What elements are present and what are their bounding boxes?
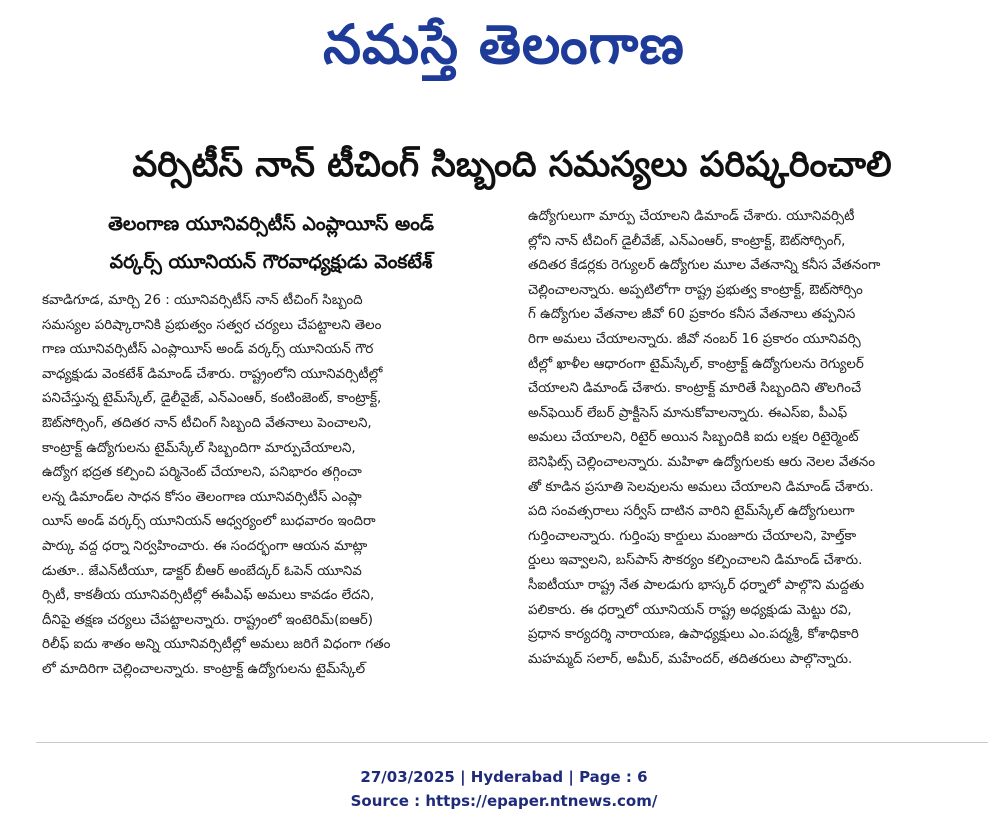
article-text-line: పది సంవత్సరాలు సర్వీస్ దాటిన వారిని టైమ్‌స్కేల్ ఉద్యోగులుగా	[528, 504, 855, 520]
subheading-line: తెలంగాణ యూనివర్సిటీస్ ఎంప్లాయీస్ అండ్	[108, 213, 434, 235]
subheading-line: వర్కర్స్ యూనియన్ గౌరవాధ్యక్షుడు వెంకటేశ్	[109, 251, 433, 273]
footer-date-edition-page: 27/03/2025 | Hyderabad | Page : 6	[360, 768, 648, 786]
article-text-line: లో మాదిరిగా చెల్లించాలన్నారు. కాంట్రాక్ట్ ఉద్యోగులను టైమ్‌స్కేల్	[42, 661, 366, 677]
article-text-line: ఉద్యోగులుగా మార్పు చేయాలని డిమాండ్ చేశారు. యూనివర్సిటీ	[528, 209, 855, 224]
article-text-line: టీల్లో ఖాళీల ఆధారంగా టైమ్‌స్కేల్, కాంట్రాక్ట్ ఉద్యోగులను రెగ్యులర్	[528, 356, 864, 372]
article-column-left	[42, 205, 498, 683]
article-text-line: చేయాలని డిమాండ్ చేశారు. కాంట్రాక్ట్ మారితే సిబ్బందిని తొలగించే	[528, 381, 862, 397]
article-text-line: గుర్తించాలన్నారు. గుర్తింపు కార్డులు మంజూరు చేయాలని, హెల్త్‌కా	[528, 528, 857, 544]
article-text-line: పార్కు వద్ద ధర్నా నిర్వహించారు. ఈ సందర్భంగా ఆయన మాట్లా	[42, 538, 368, 554]
article-text-line: గాణ యూనివర్సిటీస్ ఎంప్లాయీస్ అండ్ వర్కర్స్ యూనియన్ గౌర	[42, 342, 374, 358]
article-text-line: సమస్యల పరిష్కారానికి ప్రభుత్వం సత్వర చర్యలు చేపట్టాలని తెలం	[42, 317, 382, 333]
article-text-line: సీఐటీయూ రాష్ట్ర నేత పాలడుగు భాస్కర్ ధర్నాలో పాల్గొని మద్దతు	[528, 577, 865, 593]
article-text-line: కవాడిగూడ, మార్చి 26 : యూనివర్సిటీస్ నాన్ టీచింగ్ సిబ్బంది	[42, 293, 363, 308]
article-text-line: అమలు చేయాలని, రిటైర్ అయిన సిబ్బందికి ఐదు లక్షల రిటైర్మెంట్	[528, 430, 859, 446]
article-text-line: ఉద్యోగ భద్రత కల్పించి పర్మినెంట్ చేయాలని, పనిభారం తగ్గించా	[42, 465, 362, 481]
article-text-line: గ్ ఉద్యోగుల వేతనాల జీవో 60 ప్రకారం కనీస వేతనాలు తప్పనిస	[528, 307, 856, 323]
article-text-line: రిగా అమలు చేయాలన్నారు. జీవో నంబర్ 16 ప్రకారం యూనివర్సి	[528, 331, 861, 347]
footer-divider	[36, 742, 988, 743]
article-text-line: ల్లోని నాన్ టీచింగ్ డైలీవేజ్, ఎన్ఎంఆర్, కాంట్రాక్ట్, ఔట్‌సోర్సింగ్,	[528, 233, 846, 249]
article-column-right	[528, 205, 976, 672]
article-text-line: కాంట్రాక్ట్ ఉద్యోగులను టైమ్‌స్కేల్ సిబ్బందిగా మార్పుచేయాలని,	[42, 440, 356, 456]
left-column-body	[42, 289, 498, 683]
article-text-line: ర్సిటీ, కాకతీయ యూనివర్సిటీల్లో ఈపీఎఫ్ అమలు కావడం లేదని,	[42, 588, 375, 604]
right-column-body	[528, 205, 976, 672]
footer-source-link[interactable]: Source : https://epaper.ntnews.com/	[350, 792, 658, 810]
article-text-line: పనిచేస్తున్న టైమ్‌స్కేల్, డైలీవైజ్, ఎన్ఎంఆర్, కంటింజెంట్, కాంట్రాక్ట్,	[42, 391, 382, 407]
article-text-line: రిలీఫ్ ఐదు శాతం అన్ని యూనివర్సిటీల్లో అమలు జరిగే విధంగా గతం	[42, 637, 391, 653]
article-subheading	[56, 205, 486, 281]
article-text-line: ఔట్‌సోర్సింగ్, తదితర నాన్ టీచింగ్ సిబ్బంది వేతనాలు పెంచాలని,	[42, 415, 372, 431]
article-text-line: బెనిఫిట్స్ చెల్లించాలన్నారు. మహిళా ఉద్యోగులకు ఆరు నెలల వేతనం	[528, 454, 876, 470]
article-text-line: ర్డులు ఇవ్వాలని, బస్‌పాస్ సౌకర్యం కల్పించాలని డిమాండ్ చేశారు.	[528, 553, 863, 569]
article-text-line: యీస్ అండ్ వర్కర్స్ యూనియన్ ఆధ్వర్యంలో బుధవారం ఇందిరా	[42, 514, 376, 530]
article-text-line: డుతూ.. జేఎన్‌టీయూ, డాక్టర్ బీఆర్ అంబేద్కర్ ఓపెన్ యూనివ	[42, 563, 362, 579]
article-text-line: దీనిపై తక్షణ చర్యలు చేపట్టాలన్నారు. రాష్ట్రంలో ఇంటెరిమ్(ఐఆర్)	[42, 612, 373, 628]
article-text-line: తదితర కేడర్లకు రెగ్యులర్ ఉద్యోగుల మూల వేతనాన్ని కనీస వేతనంగా	[528, 258, 881, 274]
article-text-line: చెల్లించాలన్నారు. అప్పటిలోగా రాష్ట్ర ప్రభుత్వ కాంట్రాక్ట్, ఔట్‌సోర్సిం	[528, 282, 863, 298]
article-text-line: తో కూడిన ప్రసూతి సెలవులను అమలు చేయాలని డిమాండ్ చేశారు.	[528, 479, 874, 495]
article-text-line: మహమ్మద్ సలార్, అమీర్, మహేందర్, తదితరులు పాల్గొన్నారు.	[528, 651, 853, 667]
article-text-line: ప్రధాన కార్యదర్శి నారాయణ, ఉపాధ్యక్షులు ఎం.పద్మశ్రీ, కోశాధికారి	[528, 627, 859, 643]
article-text-line: లన్న డిమాండ్‌ల సాధన కోసం తెలంగాణ యూనివర్సిటీస్ ఎంప్లా	[42, 489, 362, 505]
article-headline: వర్సిటీస్ నాన్ టీచింగ్ సిబ్బంది సమస్యలు పరిష్కరించాలి	[132, 145, 892, 185]
article-text-line: అన్‌ఫెయిర్ లేబర్ ప్రాక్టీసెస్ మానుకోవాలన్నారు. ఈఎస్ఐ, పీఎఫ్	[528, 405, 848, 421]
newspaper-masthead: నమస్తే తెలంగాణ	[323, 13, 685, 76]
article-text-line: వాధ్యక్షుడు వెంకటేశ్ డిమాండ్ చేశారు. రాష్ట్రంలోని యూనివర్సిటీల్లో	[42, 366, 383, 382]
article-text-line: పలికారు. ఈ ధర్నాలో యూనియన్ రాష్ట్ర అధ్యక్షుడు మెట్టు రవి,	[528, 602, 852, 618]
